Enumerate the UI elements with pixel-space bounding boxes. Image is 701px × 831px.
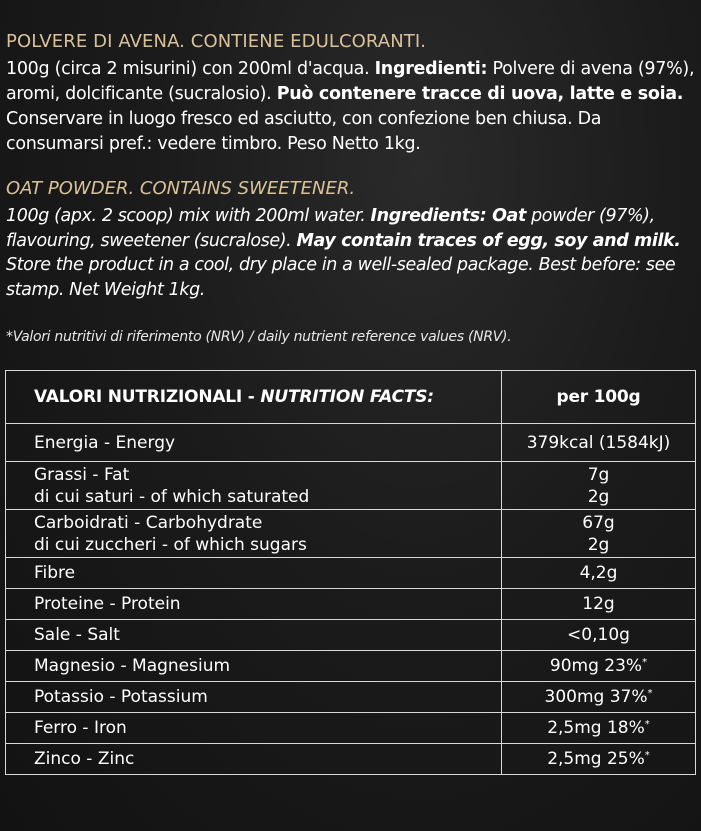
row-value [502, 744, 696, 775]
italian-text-3: Conservare in luogo fresco ed asciutto, con confezione ben chiusa. Da consumarsi pref.: vedere timbro. Peso Netto 1kg. [6, 109, 602, 154]
nutrition-table-header [6, 371, 696, 424]
italian-text-2: Polvere di avena (97%), aromi, dolcificante (sucralosio). [6, 59, 695, 104]
row-sub-value: 2g [587, 486, 610, 507]
row-main-value: 7g [587, 464, 610, 485]
header-label [6, 371, 502, 424]
italian-allergen-warning: Può contenere tracce di uova, latte e soia. [276, 84, 684, 104]
row-value: 379kcal (1584kJ) [502, 424, 696, 462]
row-value [502, 510, 696, 558]
row-label [6, 462, 502, 510]
english-text-3: Store the product in a cool, dry place in a well-sealed package. Best before: see stamp. Net Weight 1kg. [6, 255, 676, 300]
row-sub-value: 2g [587, 534, 610, 555]
english-text-1: 100g (apx. 2 scoop) mix with 200ml water. [6, 206, 371, 226]
nrv-asterisk: * [644, 719, 650, 730]
english-heading: OAT POWDER. CONTAINS SWEETENER. [6, 178, 356, 199]
english-paragraph [6, 204, 696, 302]
header-label-en: NUTRITION FACTS: [260, 387, 434, 407]
table-row [6, 713, 696, 744]
row-label: Potassio - Potassium [6, 682, 502, 713]
table-row [6, 682, 696, 713]
row-label: Ferro - Iron [6, 713, 502, 744]
row-value: 12g [502, 589, 696, 620]
table-row [6, 651, 696, 682]
table-row [6, 589, 696, 620]
row-label: Magnesio - Magnesium [6, 651, 502, 682]
row-label: Zinco - Zinc [6, 744, 502, 775]
row-main-label: Carboidrati - Carbohydrate [34, 512, 263, 533]
english-allergen-warning: May contain traces of egg, soy and milk. [296, 230, 681, 251]
row-value [502, 651, 696, 682]
row-label: Energia - Energy [6, 424, 502, 462]
row-label: Fibre [6, 558, 502, 589]
italian-ingredients-label: Ingredienti: [374, 59, 488, 79]
italian-text-1: 100g (circa 2 misurini) con 200ml d'acqua. [6, 59, 375, 79]
row-value-text: 90mg 23% [549, 656, 643, 676]
nrv-asterisk: * [644, 750, 650, 761]
row-label: Proteine - Protein [6, 589, 502, 620]
table-row [6, 620, 696, 651]
italian-heading: POLVERE DI AVENA. CONTIENE EDULCORANTI. [6, 31, 427, 52]
row-value [502, 713, 696, 744]
table-row [6, 424, 696, 462]
row-sub-label: di cui zuccheri - of which sugars [34, 534, 307, 555]
header-label-it: VALORI NUTRIZIONALI - [34, 387, 261, 407]
table-row [6, 510, 696, 558]
row-value [502, 462, 696, 510]
row-value-text: 300mg 37% [544, 687, 648, 707]
nrv-footnote: *Valori nutritivi di riferimento (NRV) / daily nutrient reference values (NRV). [6, 329, 512, 345]
italian-paragraph [6, 57, 696, 157]
row-value-text: 2,5mg 18% [547, 718, 645, 738]
header-value: per 100g [502, 371, 696, 424]
nrv-asterisk: * [642, 657, 648, 668]
row-sub-label: di cui saturi - of which saturated [34, 486, 310, 507]
english-text-2: powder (97%), flavouring, sweetener (sucralose). [6, 206, 655, 251]
nrv-asterisk: * [647, 688, 653, 699]
row-label: Sale - Salt [6, 620, 502, 651]
row-main-value: 67g [582, 512, 615, 533]
row-value: <0,10g [502, 620, 696, 651]
table-row [6, 558, 696, 589]
english-ingredients-label: Ingredients: Oat [370, 206, 526, 226]
table-row [6, 462, 696, 510]
row-value [502, 682, 696, 713]
row-value: 4,2g [502, 558, 696, 589]
table-row [6, 744, 696, 775]
row-value-text: 2,5mg 25% [547, 749, 645, 769]
nutrition-table [5, 370, 696, 775]
row-main-label: Grassi - Fat [34, 464, 130, 485]
row-label [6, 510, 502, 558]
